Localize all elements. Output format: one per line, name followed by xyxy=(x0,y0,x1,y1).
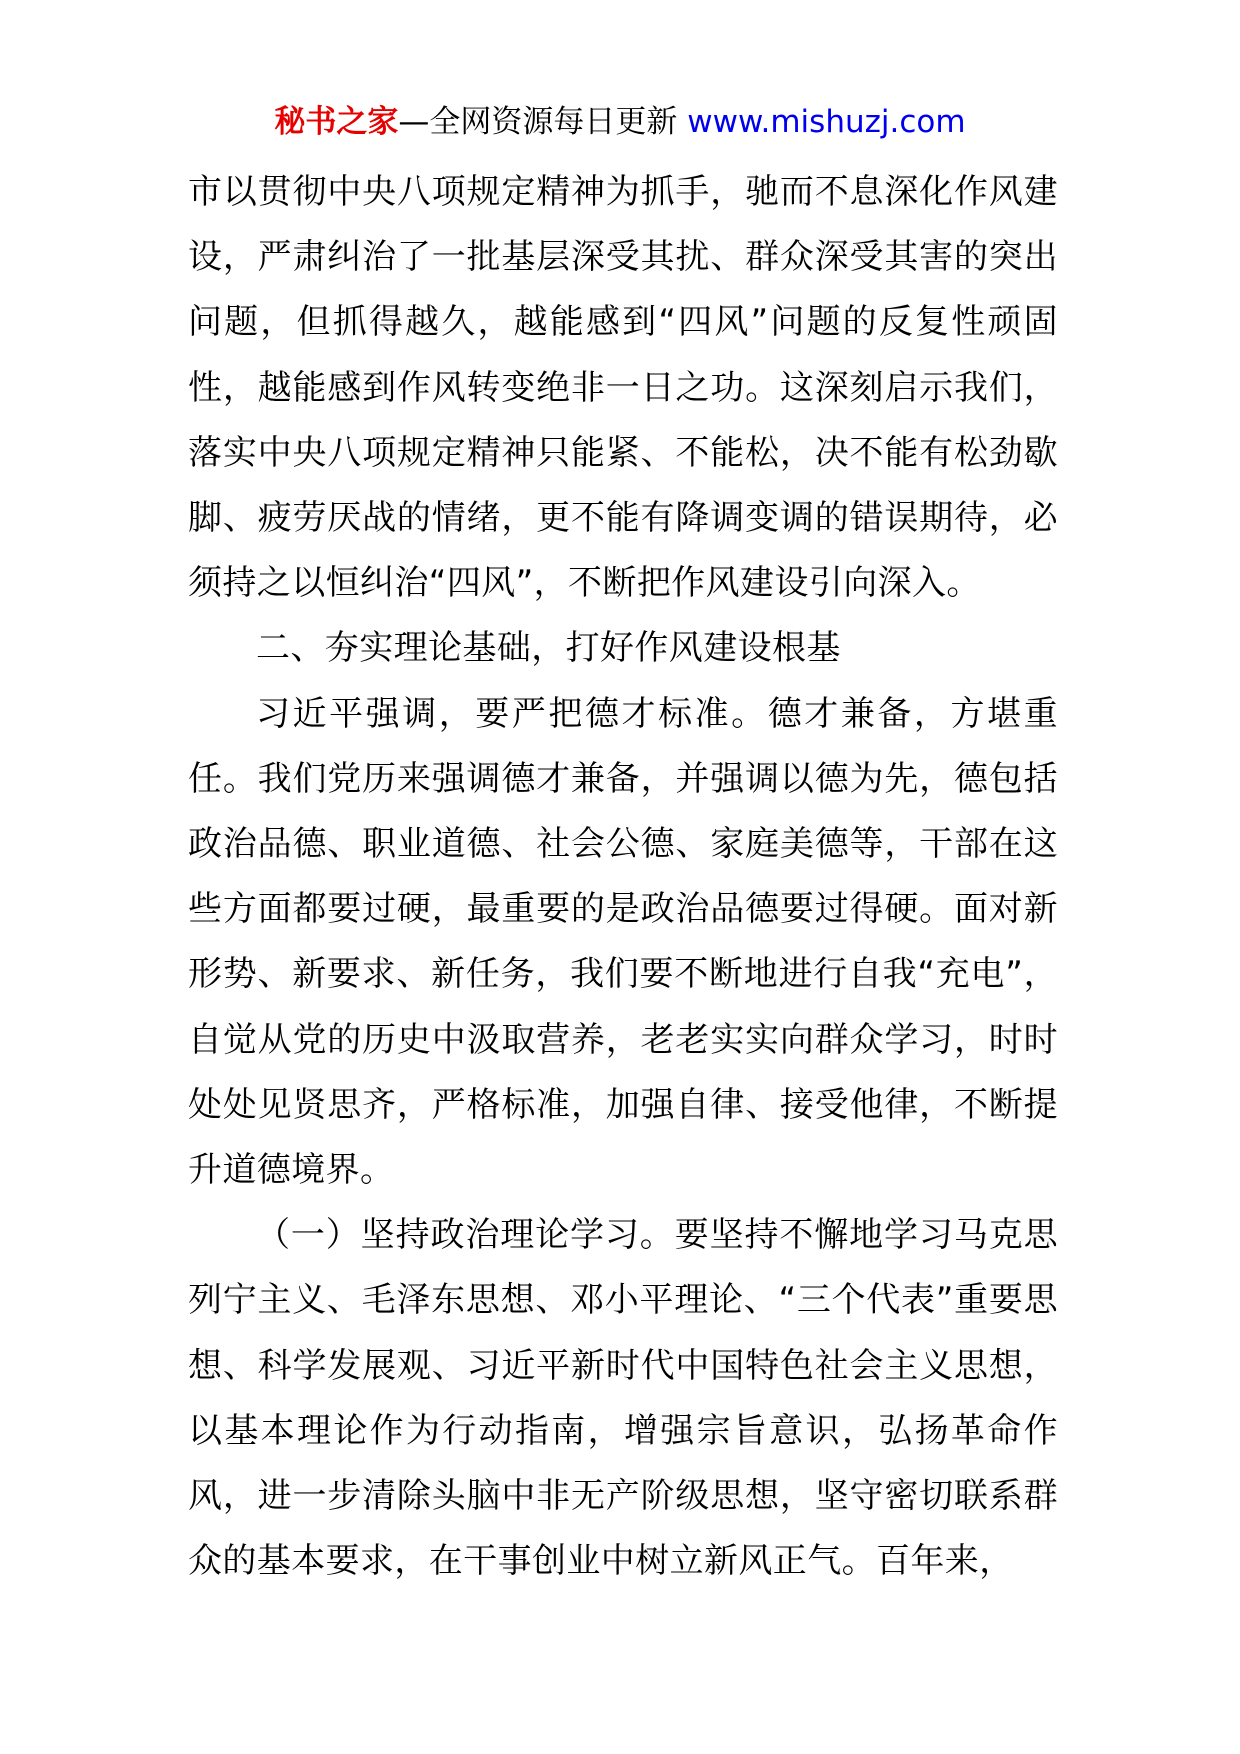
paragraph: （一）坚持政治理论学习。要坚持不懈地学习马克思列宁主义、毛泽东思想、邓小平理论、“三个代表”重要思想、科学发展观、习近平新时代中国特色社会主义思想，以基本理论作为行动指南，增强宗旨意识，弘扬革命作风，进一步清除头脑中非无产阶级思想，坚守密切联系群众的基本要求，在干事创业中树立新风正气。百年来， xyxy=(188,1215,1058,1582)
page-header xyxy=(0,100,1240,144)
section-heading: 二、夯实理论基础，打好作风建设根基 xyxy=(256,628,841,669)
header-tagline: —全网资源每日更新 xyxy=(398,104,678,140)
brand-name: 秘书之家 xyxy=(274,104,399,140)
paragraph: 市以贯彻中央八项规定精神为抓手，驰而不息深化作风建设，严肃纠治了一批基层深受其扰、群众深受其害的突出问题，但抓得越久，越能感到“四风”问题的反复性顽固性，越能感到作风转变绝非一日之功。这深刻启示我们，落实中央八项规定精神只能紧、不能松，决不能有松劲歇脚、疲劳厌战的情绪，更不能有降调变调的错误期待，必须持之以恒纠治“四风”，不断把作风建设引向深入。 xyxy=(188,172,1058,604)
paragraph: 习近平强调，要严把德才标准。德才兼备，方堪重任。我们党历来强调德才兼备，并强调以德为先，德包括政治品德、职业道德、社会公德、家庭美德等，干部在这些方面都要过硬，最重要的是政治品德要过得硬。面对新形势、新要求、新任务，我们要不断地进行自我“充电”，自觉从党的历史中汲取营养，老老实实向群众学习，时时处处见贤思齐，严格标准，加强自律、接受他律，不断提升道德境界。 xyxy=(188,693,1058,1191)
site-link[interactable]: www.mishuzj.com xyxy=(687,104,966,140)
document-body xyxy=(188,160,1058,1594)
